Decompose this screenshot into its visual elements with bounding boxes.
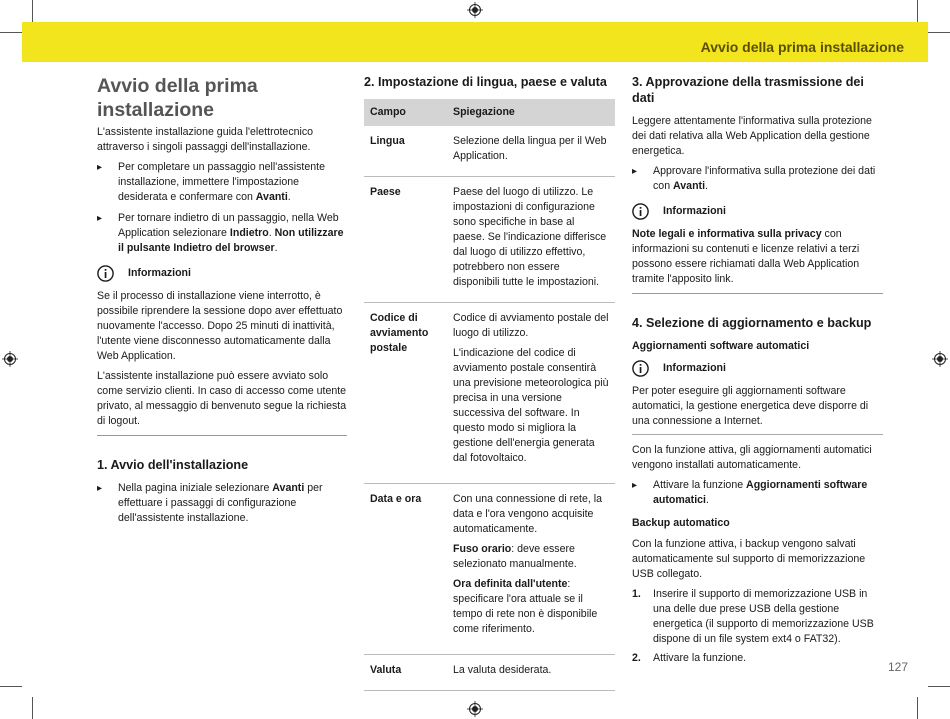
table-cell: Selezione della lingua per il Web Application.	[447, 126, 615, 177]
info-icon	[632, 360, 649, 377]
registration-mark-icon	[932, 351, 948, 367]
info-text: L'assistente installazione può essere avviato solo come servizio clienti. In caso di accesso come utente privato, al messaggio di benvenuto segue la richiesta di logout.	[97, 370, 347, 427]
crop-mark	[0, 686, 22, 687]
table-row	[364, 303, 615, 484]
info-label: Informazioni	[663, 362, 726, 374]
crop-mark	[0, 32, 22, 33]
crop-mark	[917, 697, 918, 719]
crop-mark	[32, 0, 33, 22]
settings-table	[364, 99, 615, 691]
cell-text: Con una connessione di rete, la data e l'ora vengono acquisite automaticamente.	[453, 493, 603, 535]
list-item: 1. Inserire il supporto di memorizzazione USB in una delle due prese USB della gestione energetica (il supporto di memorizzazione USB dispone di un file system ext4 o FAT32).	[632, 588, 874, 645]
table-cell: Data e ora	[364, 484, 447, 655]
body-text: Con la funzione attiva, i backup vengono salvati automaticamente sul supporto di memorizzazione USB collegato.	[632, 538, 866, 580]
table-cell: Valuta	[364, 655, 447, 691]
section-heading: 4. Selezione di aggiornamento e backup	[632, 316, 872, 330]
table-row	[364, 126, 615, 177]
info-text: Se il processo di installazione viene interrotto, è possibile riprendere la sessione dopo aver effettuato nuovamente l'accesso. Dopo 25 minuti di inattività, l'utente viene disconnesso automaticamente dalla Web Application.	[97, 290, 343, 362]
subheading: Aggiornamenti software automatici	[632, 340, 810, 352]
body-text: Con la funzione attiva, gli aggiornamenti automatici vengono installati automaticamente.	[632, 444, 872, 471]
section-heading: 2. Impostazione di lingua, paese e valuta	[364, 75, 607, 89]
divider	[632, 293, 883, 294]
info-label: Informazioni	[128, 267, 191, 279]
list-item: ▸ Attivare la funzione Aggiornamenti software automatici.	[632, 478, 883, 508]
crop-mark	[928, 686, 950, 687]
info-heading	[632, 360, 883, 377]
table-cell	[447, 484, 615, 655]
table-cell: Paese	[364, 177, 447, 303]
column-header: Spiegazione	[447, 99, 615, 126]
cell-text: Codice di avviamento postale del luogo di utilizzo.	[453, 312, 609, 339]
body-text: Leggere attentamente l'informativa sulla protezione dei dati relativa alla Web Application della gestione energetica.	[632, 115, 872, 157]
info-icon	[97, 265, 114, 282]
table-cell: La valuta desiderata.	[447, 655, 615, 691]
table-row	[364, 177, 615, 303]
registration-mark-icon	[467, 2, 483, 18]
section-heading: 1. Avvio dell'installazione	[97, 458, 249, 472]
column-1	[97, 74, 347, 532]
registration-mark-icon	[467, 701, 483, 717]
crop-mark	[928, 32, 950, 33]
registration-mark-icon	[2, 351, 18, 367]
table-cell: Codice di avviamento postale	[364, 303, 447, 484]
page-number: 127	[887, 660, 908, 674]
subheading: Backup automatico	[632, 517, 730, 529]
crop-mark	[32, 697, 33, 719]
section-heading: 3. Approvazione della trasmissione dei dati	[632, 75, 864, 105]
list-item: 2. Attivare la funzione.	[632, 652, 747, 664]
table-cell	[447, 303, 615, 484]
info-text: Per poter eseguire gli aggiornamenti software automatici, la gestione energetica deve disporre di una connessione a Internet.	[632, 385, 869, 427]
intro-text: L'assistente installazione guida l'elettrotecnico attraverso i singoli passaggi dell'installazione.	[97, 126, 314, 153]
list-item: ▸ Nella pagina iniziale selezionare Avanti per effettuare i passaggi di configurazione dell'assistente installazione.	[97, 481, 347, 526]
column-3	[632, 74, 883, 670]
table-cell: Lingua	[364, 126, 447, 177]
table-cell: Paese del luogo di utilizzo. Le impostazioni di configurazione sono specifiche in base al paese. Se l'indicazione differisce dal luogo di utilizzo effettivo, potrebbero non essere disponibili tutte le impostazioni.	[447, 177, 615, 303]
info-text: Note legali e informativa sulla privacy con informazioni su contenuti e licenze relativi a terzi possono essere richiamati dalla Web Application tramite l'apposito link.	[632, 228, 860, 285]
cell-text: Ora definita dall'utente: specificare l'ora attuale se il tempo di rete non è disponibile come riferimento.	[453, 578, 598, 635]
divider	[632, 434, 883, 435]
list-item: ▸ Approvare l'informativa sulla protezione dei dati con Avanti.	[632, 164, 883, 194]
page-title: Avvio della prima installazione	[97, 75, 258, 121]
table-header-row	[364, 99, 615, 126]
info-icon	[632, 203, 649, 220]
table-row	[364, 655, 615, 691]
info-label: Informazioni	[663, 205, 726, 217]
list-item: ▸ Per completare un passaggio nell'assistente installazione, immettere l'impostazione desiderata e confermare con Avanti.	[97, 160, 347, 205]
column-header: Campo	[364, 99, 447, 126]
running-header-title: Avvio della prima installazione	[700, 39, 904, 55]
divider	[97, 435, 347, 436]
info-heading	[97, 265, 347, 282]
table-row	[364, 484, 615, 655]
cell-text: L'indicazione del codice di avviamento postale consentirà una previsione meteorologica più precisa in una versione successiva del software. In questo modo si migliora la gestione dell'energia generata dal fotovoltaico.	[453, 347, 609, 464]
list-item: ▸ Per tornare indietro di un passaggio, nella Web Application selezionare Indietro. Non utilizzare il pulsante Indietro del browser.	[97, 211, 347, 256]
info-heading	[632, 203, 883, 220]
crop-mark	[917, 0, 918, 22]
cell-text: Fuso orario: deve essere selezionato manualmente.	[453, 543, 577, 570]
column-2	[364, 74, 615, 691]
